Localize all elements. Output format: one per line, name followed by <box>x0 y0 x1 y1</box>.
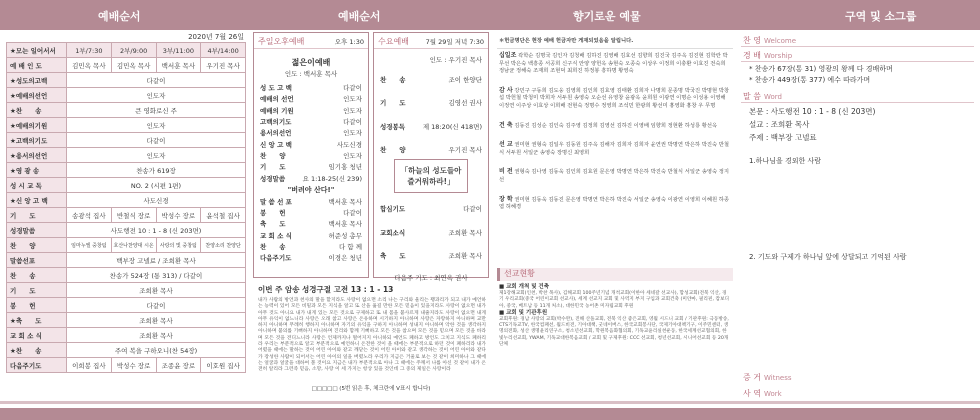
offering-intro: ＊헌금명단은 현장 예배 헌금자만 게재되었음을 알립니다. <box>497 32 733 49</box>
list-item: 기 도 김영선 권사 <box>380 99 482 108</box>
list-item: 십일조 곽학순 김명국 김인자 김청배 김하진 김영배 김효선 김향희 김진국 김주옥 김진현 김학란 박무선 박은숙 백흥종 서공희 신구식 안양 양헌옥 송현숙 오종숙 이상우 이정희 이충환 이효진 전숙희 정남균 정해숙 조재희 조현덕 최희진 하정봉 흥하명 황영숙 <box>499 52 728 75</box>
table-row: 성경말씀 사도행전 10 : 1 - 8 (신 203면) <box>7 223 246 238</box>
table-row: 성 시 교 독 NO. 2 (시편 1편) <box>7 178 246 193</box>
table-row: ★예배의기원 인도자 <box>7 118 246 133</box>
header-group: 구역 및 소그룹 <box>845 10 917 23</box>
sunday-afternoon-box <box>253 32 369 278</box>
bulletin-date: 2020년 7월 26일 <box>188 33 244 41</box>
word-note-1: 1.하나님을 경외한 사람 <box>749 157 821 165</box>
table-row: ★예배의선언 인도자 <box>7 88 246 103</box>
section-word: 말 씀 Word <box>741 88 974 103</box>
sunday-title: 주일오후예배 <box>258 37 305 46</box>
list-item: 교 회 소 식 허준성 총무 <box>260 231 362 240</box>
table-row: 찬 양 임마누엘 중창팀 호산나찬양대 시온 사랑의 빛 중창팀 찬양소리 찬양단 <box>7 238 246 253</box>
group-panel <box>741 32 974 400</box>
sermon-quote: "버려야 산다!" <box>287 185 335 194</box>
table-row: 말씀선포 백부장 고넬료 / 조희환 목사 <box>7 253 246 268</box>
missions-subtitle-1: ■ 교회 개척 및 건축 <box>499 284 550 290</box>
list-item: 장 학 권미현 김동욱 김동진 문은영 박명연 박은하 박진숙 서일군 송영숙 이광연 이영희 이혜원 하종엽 허혜경 <box>499 195 730 211</box>
list-item: 선 교 권미현 권형숙 김일우 김동원 김주옥 김해자 김희자 김희자 윤연권 박명연 박은하 박진숙 반철식 서두원 서일군 송영숙 장명신 최영희 <box>499 141 730 156</box>
table-row: ★신 앙 고 백 사도신경 <box>7 193 246 208</box>
table-header-row: ★모는 일어서서 1부/7:30 2부/9:00 3부/11:00 4부/14:00 <box>7 43 246 58</box>
wednesday-title: 수요예배 <box>378 37 409 46</box>
missions-section <box>497 268 733 351</box>
list-item: 신 앙 고 백 사도신경 <box>260 140 362 149</box>
list-item: 감 사 강민구 구동희 김도웅 김영희 김인희 김효영 김태환 김희자 나명희 문종명 박국진 박명현 박창섭 박헌철 박청미 박희자 서두원 송영숙 오순선 유영창 윤광옥 윤희원 이광연 이명순 이성용 이영해 이정연 이주상 이효상 이희배 전현숙 정명수 정영희 조석민 한광희 황선미 홍영화 홍창 우 무명 <box>499 86 730 109</box>
list-item: 찬 양 우기진 목사 <box>380 146 482 155</box>
header-order-1: 예배순서 <box>98 10 141 23</box>
list-item: 기 도 임기홍 청년 <box>260 163 362 172</box>
list-item: 찬 양 인도자 <box>260 151 362 160</box>
list-item: 축 도 조희환 목사 <box>380 251 482 260</box>
section-witness: 증 거 Witness <box>743 373 792 382</box>
missions-subtitle-2: ■ 교회 및 기관후원 <box>499 309 548 316</box>
table-row: 예 배 인 도 김민옥 목사 김민옥 목사 백서훈 목사 우기진 목사 <box>7 58 246 73</box>
list-item: 다음주기도 이경은 청년 <box>260 254 362 263</box>
list-item: 봉 헌 다같이 <box>260 209 362 218</box>
table-row: 다음주기도 이희봉 집사 박성수 장로 조종윤 장로 이호원 집사 <box>7 358 246 373</box>
next-prayer: 다음주 기도 : 최연옥 권사 <box>394 274 468 283</box>
word-list: 본문 : 사도행전 10 : 1 - 8 (신 203면) 설교 : 조희환 목사 주제 : 백부장 고넬료 <box>749 107 876 142</box>
table-row: 교 회 소 식 조희환 목사 <box>7 328 246 343</box>
list-item: 성경말씀 요 1:18-25(신 239) <box>260 174 362 183</box>
list-item: 성경봉독 제 18:20(신 418면) <box>380 122 482 131</box>
list-item: 예배의 기원 인도자 <box>260 106 362 115</box>
service-leader: 인도 : 백서훈 목사 <box>284 70 338 78</box>
wednesday-box <box>373 32 489 283</box>
list-item: 예배의 선언 인도자 <box>260 95 362 104</box>
verse-box: 「하늘의 성도들아 즐거워하라!」 <box>394 159 468 193</box>
list-item: 합심기도 다같이 <box>380 205 482 214</box>
section-worship: 경 배 Worship <box>741 47 974 62</box>
table-row: 찬 송 찬송가 524장 (통 313) / 다같이 <box>7 268 246 283</box>
header-offering: 향기로운 예물 <box>573 10 641 23</box>
list-item: 찬 송 다 함 께 <box>260 243 362 251</box>
offering-panel <box>497 32 733 400</box>
sunday-time: 오후 1:30 <box>334 38 364 46</box>
memory-verse-title: 이번 주 암송 성경구절 고전 13 : 1 - 13 <box>258 285 394 294</box>
list-item: 고백의기도 다같이 <box>260 118 362 127</box>
table-row: ★고백의기도 다같이 <box>7 133 246 148</box>
reading-checkbox-note: □□□□□ (5번 읽은 후, 체크란에 V표시 합니다) <box>311 386 431 392</box>
worship-list: * 찬송가 67장(통 31) 영광의 왕께 다 경배하며 * 찬송가 449장(통 377) 예수 따라가며 <box>749 65 893 84</box>
worship-order-table <box>6 42 246 373</box>
table-row: ★용서의선언 인도자 <box>7 148 246 163</box>
table-row: ★축 도 조희환 목사 <box>7 313 246 328</box>
list-item: 말 씀 선 포 백서훈 목사 <box>260 197 362 206</box>
list-item: 찬 송 조이 한양단 <box>380 76 482 85</box>
header-order-2: 예배순서 <box>338 10 381 23</box>
list-item: 성 도 고 백 다같이 <box>260 84 362 93</box>
missions-title: 선교현황 <box>497 268 733 281</box>
section-work: 사 역 Work <box>743 389 782 398</box>
missions-body-1: 제1강해교회(인천, 박찬 목사), 김해교회 100주년기념 개척교회(이한아 세네갈 선교사), 합성교회(전북 익산, 경기 우리교회(중국 어린이교회 선교사), 세계 선교지 교회 및 사역지 부지 구입과 교회건축 (미얀마, 필리핀, 캄보디아, 중국, 베트남 등 11개 처소), 대한민국 농어촌 미자립교회 후원 <box>499 291 730 309</box>
table-row: 봉 헌 다같이 <box>7 298 246 313</box>
missions-body-2: 교회후원: 경남 사랑의 교회(박수완), 진해 산돌교회, 전북 익산 좋은교회, 영월 시드니 교회 / 기관후원: 극동방송, CTS기독교TV, 한국컴패션, 월드비전, 기아대책, 굿네이버스, 한국교회봉사단, 국제기아대책기구, 이주민센터, 생명의전화, 성산 생명윤리연구소, 청소년선교회, 학원복음화협의회, 기독교윤리실천운동, 한국세계선교협의회, 한빛누리선교회, YWAM, 기독교대한복음교회 / 교회 및 구제후원: CCC 선교회, 청년선교회, 시니어선교회 등 20개 단체 <box>499 317 729 347</box>
list-item: 교회소식 조희환 목사 <box>380 228 482 237</box>
section-welcome: 찬 영 Welcome <box>741 32 974 47</box>
wednesday-leader: 인도 : 우기진 목사 <box>429 56 482 64</box>
service-name: 젊은이예배 <box>291 58 331 67</box>
wednesday-time: 7월 29일 저녁 7:30 <box>425 38 484 46</box>
list-item: 축 도 백서훈 목사 <box>260 220 362 229</box>
table-row: ★성도의고백 다같이 <box>7 73 246 88</box>
table-row: ★영 광 송 찬송가 619장 <box>7 163 246 178</box>
bottom-divider <box>0 401 980 404</box>
table-row: ★찬 송 큰 영화로신 주 <box>7 103 246 118</box>
table-row: 기 도 송광석 집사 반철식 장로 박성수 장로 윤석철 집사 <box>7 208 246 223</box>
worship-order-panel <box>6 32 246 373</box>
table-row: 기 도 조희환 목사 <box>7 283 246 298</box>
memory-verse-body: 내가 사람의 방언과 천사의 말을 할지라도 사랑이 없으면 소리 나는 구리와 울리는 꽹과리가 되고 내가 예언하는 능력이 있어 모든 비밀과 모든 지식을 알고 또 산을 옮길 만한 모든 믿음이 있을지라도 사랑이 없으면 내가 아무 것도 아니요 내가 내게 있는 모든 것으로 구제하고 또 내 몸을 불사르게 내줄지라도 사랑이 없으면 내게 아무 유익이 없느니라 사랑은 오래 참고 사랑은 온유하며 시기하지 아니하며 사랑은 자랑하지 아니하며 교만하지 아니하며 무례히 행하지 아니하며 자기의 유익을 구하지 아니하며 성내지 아니하며 악한 것을 생각하지 아니하며 불의를 기뻐하지 아니하며 진리와 함께 기뻐하고 모든 것을 참으며 모든 것을 믿으며 모든 것을 바라며 모든 것을 견디느니라 사랑은 언제까지나 떨어지지 아니하되 예언도 폐하고 방언도 그치고 지식도 폐하리라 우리는 부분적으로 알고 부분적으로 예언하니 온전한 것이 올 때에는 부분적으로 하던 것이 폐하리라 내가 어렸을 때에는 말하는 것이 어린 아이와 같고 깨닫는 것이 어린 아이와 같고 생각하는 것이 어린 아이와 같다가 장성한 사람이 되어서는 어린 아이의 일을 버렸노라 우리가 지금은 거울로 보는 것 같이 희미하나 그 때에는 얼굴과 얼굴을 대하여 볼 것이요 지금은 내가 부분적으로 아나 그 때에는 주께서 나를 아신 것 같이 내가 온전히 알리라 그런즉 믿음, 소망, 사랑 이 세 가지는 항상 있을 것인데 그 중의 제일은 사랑이라 <box>258 298 486 373</box>
list-item: 용서의선언 인도자 <box>260 129 362 138</box>
top-header-bar <box>0 0 980 30</box>
word-note-2: 2. 기도와 구제가 하나님 앞에 상달되고 기억된 사람 <box>749 253 907 261</box>
table-row: ★찬 송 주여 복을 구하오니(찬 54장) <box>7 343 246 358</box>
list-item: 비 전 권형숙 김나영 김동욱 김인희 김효원 문은영 박명연 박은하 박진숙 반철식 서일군 송영숙 정지선 <box>499 168 730 183</box>
afternoon-services-panel <box>253 32 489 400</box>
bottom-bar <box>0 408 980 420</box>
list-item: 건 축 김동진 김성순 김인숙 김주영 김정희 김영선 김하진 이영배 임향희 정현환 하성룡 황선옥 <box>499 121 718 129</box>
